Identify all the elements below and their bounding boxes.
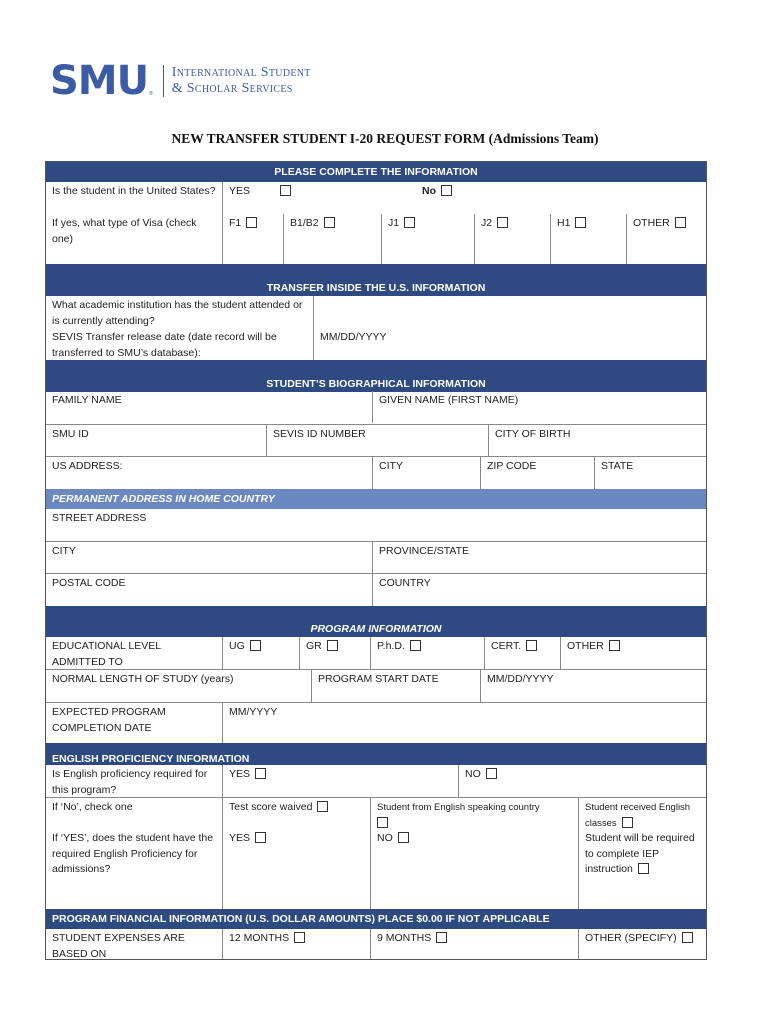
level-phd-checkbox[interactable] — [410, 640, 421, 651]
length-row — [46, 669, 706, 703]
program-header: PROGRAM INFORMATION — [46, 606, 706, 637]
start-date-field[interactable]: MM/DD/YYYY — [480, 670, 706, 703]
visa-b1b2-label: B1/B2 — [290, 217, 319, 229]
visa-row — [46, 214, 706, 264]
other-specify-label: OTHER (SPECIFY) — [585, 932, 677, 944]
logo-line-1: International Student — [171, 65, 311, 80]
waived-cell — [222, 798, 370, 830]
english-required-row — [46, 765, 706, 797]
months12-checkbox[interactable] — [294, 932, 305, 943]
street-address-field[interactable]: STREET ADDRESS — [52, 512, 147, 524]
given-name-field[interactable]: GIVEN NAME (FIRST NAME) — [372, 391, 706, 423]
visa-h1-label: H1 — [557, 217, 571, 229]
completion-row — [46, 702, 706, 744]
if-no-label: If ‘No’, check one — [52, 801, 133, 813]
release-label: SEVIS Transfer release date (date record will be transferred to SMU’s database): — [52, 331, 277, 359]
level-row — [46, 637, 706, 669]
if-yes-yes-checkbox[interactable] — [255, 832, 266, 843]
visa-other-cell — [626, 214, 706, 264]
info-header: PLEASE COMPLETE THE INFORMATION — [46, 162, 706, 182]
english-yes-label: YES — [229, 768, 251, 780]
logo-registered: ® — [149, 91, 153, 97]
completion-label: EXPECTED PROGRAM COMPLETION DATE — [52, 706, 166, 734]
speaking-country-cell — [370, 798, 578, 830]
visa-f1-checkbox[interactable] — [246, 217, 257, 228]
english-no-cell — [458, 765, 706, 797]
received-classes-cell — [578, 798, 706, 830]
zip-code-field[interactable]: ZIP CODE — [480, 457, 594, 490]
logo-line-2: & Scholar Services — [171, 81, 293, 96]
level-gr-cell — [299, 637, 370, 669]
speaking-country-label: Student from English speaking country — [377, 802, 540, 813]
visa-j2-label: J2 — [481, 217, 493, 229]
name-row — [46, 392, 706, 424]
institution-row — [46, 296, 706, 328]
institution-field[interactable] — [313, 296, 706, 328]
id-row — [46, 424, 706, 457]
expenses-row — [46, 929, 706, 959]
us-address-row — [46, 456, 706, 490]
logo-divider — [163, 65, 164, 97]
visa-f1-cell — [222, 214, 283, 264]
bio-header: STUDENT’S BIOGRAPHICAL INFORMATION — [46, 360, 706, 392]
street-row — [46, 509, 706, 541]
months12-label: 12 MONTHS — [229, 932, 290, 944]
other-specify-cell — [578, 929, 706, 959]
visa-b1b2-checkbox[interactable] — [324, 217, 335, 228]
visa-h1-checkbox[interactable] — [575, 217, 586, 228]
in-us-row — [46, 182, 706, 214]
waived-label: Test score waived — [229, 801, 313, 813]
logo-mark: SMU — [50, 58, 149, 104]
level-cert-label: CERT. — [491, 640, 522, 652]
in-us-no-checkbox[interactable] — [441, 185, 452, 196]
in-us-no-label: No — [422, 185, 436, 197]
perm-city-field[interactable]: CITY — [52, 545, 76, 557]
if-no-row — [46, 797, 706, 830]
if-yes-no-checkbox[interactable] — [398, 832, 409, 843]
request-form — [45, 161, 707, 960]
city-of-birth-field[interactable]: CITY OF BIRTH — [488, 425, 706, 457]
visa-other-checkbox[interactable] — [675, 217, 686, 228]
postal-row — [46, 573, 706, 607]
study-length-field[interactable]: NORMAL LENGTH OF STUDY (years) — [52, 673, 234, 685]
visa-j2-cell — [474, 214, 550, 264]
months12-cell — [222, 929, 370, 959]
level-cert-cell — [484, 637, 560, 669]
in-us-label: Is the student in the United States? — [52, 185, 216, 197]
visa-f1-label: F1 — [229, 217, 242, 229]
other-specify-checkbox[interactable] — [682, 932, 693, 943]
smu-logo — [50, 58, 311, 104]
in-us-no-cell — [406, 182, 706, 214]
visa-b1b2-cell — [283, 214, 381, 264]
state-field[interactable]: STATE — [594, 457, 706, 490]
english-header: ENGLISH PROFICIENCY INFORMATION — [46, 743, 706, 765]
province-field[interactable]: PROVINCE/STATE — [372, 542, 706, 574]
smu-id-field[interactable]: SMU ID — [52, 428, 89, 440]
english-yes-checkbox[interactable] — [255, 768, 266, 779]
level-cert-checkbox[interactable] — [526, 640, 537, 651]
level-label: EDUCATIONAL LEVEL ADMITTED TO — [52, 640, 161, 668]
start-date-label: PROGRAM START DATE — [311, 670, 480, 703]
sevis-id-field[interactable]: SEVIS ID NUMBER — [266, 425, 488, 457]
english-no-label: NO — [465, 768, 481, 780]
level-other-checkbox[interactable] — [609, 640, 620, 651]
level-other-cell — [560, 637, 706, 669]
us-address-field[interactable]: US ADDRESS: — [52, 460, 123, 472]
in-us-yes-label: YES — [229, 185, 251, 197]
english-no-checkbox[interactable] — [486, 768, 497, 779]
waived-checkbox[interactable] — [317, 801, 328, 812]
postal-code-field[interactable]: POSTAL CODE — [52, 577, 126, 589]
months9-checkbox[interactable] — [436, 932, 447, 943]
level-ug-cell — [222, 637, 299, 669]
if-yes-yes-cell — [222, 829, 370, 909]
level-gr-label: GR — [306, 640, 322, 652]
if-yes-no-label: NO — [377, 832, 393, 844]
visa-j1-label: J1 — [388, 217, 400, 229]
release-date-field[interactable]: MM/DD/YYYY — [313, 328, 706, 360]
in-us-yes-checkbox[interactable] — [280, 185, 291, 196]
form-title: NEW TRANSFER STUDENT I-20 REQUEST FORM (Admissions Team) — [171, 131, 599, 146]
visa-j1-cell — [381, 214, 474, 264]
visa-j1-checkbox[interactable] — [404, 217, 415, 228]
level-ug-label: UG — [229, 640, 245, 652]
iep-label: Student will be required to complete IEP instruction — [585, 832, 695, 875]
permanent-header: PERMANENT ADDRESS IN HOME COUNTRY — [46, 489, 706, 509]
family-name-field[interactable]: FAMILY NAME — [52, 394, 122, 406]
visa-other-label: OTHER — [633, 217, 670, 229]
completion-date-field[interactable]: MM/YYYY — [222, 703, 706, 744]
months9-label: 9 MONTHS — [377, 932, 432, 944]
in-us-yes-cell — [222, 182, 406, 214]
if-yes-yes-label: YES — [229, 832, 251, 844]
transfer-header: TRANSFER INSIDE THE U.S. INFORMATION — [46, 264, 706, 296]
english-required-label: Is English proficiency required for this program? — [52, 768, 208, 796]
english-yes-cell — [222, 765, 458, 797]
level-ug-checkbox[interactable] — [250, 640, 261, 651]
logo-text — [172, 65, 311, 97]
speaking-country-checkbox[interactable] — [377, 817, 388, 828]
expenses-label: STUDENT EXPENSES ARE BASED ON — [52, 932, 185, 960]
release-row — [46, 328, 706, 360]
iep-checkbox[interactable] — [638, 863, 649, 874]
visa-h1-cell — [550, 214, 626, 264]
if-yes-label: If ‘YES’, does the student have the required English Proficiency for admissions? — [52, 832, 214, 875]
received-classes-label: Student received English classes — [585, 802, 691, 829]
iep-cell — [578, 829, 706, 909]
us-city-field[interactable]: CITY — [372, 457, 480, 490]
perm-city-row — [46, 541, 706, 574]
visa-j2-checkbox[interactable] — [497, 217, 508, 228]
level-phd-cell — [370, 637, 484, 669]
financial-header: PROGRAM FINANCIAL INFORMATION (U.S. DOLLAR AMOUNTS) PLACE $0.00 IF NOT APPLICABLE — [46, 909, 706, 929]
months9-cell — [370, 929, 578, 959]
received-classes-checkbox[interactable] — [622, 817, 633, 828]
level-other-label: OTHER — [567, 640, 604, 652]
level-phd-label: P.h.D. — [377, 640, 405, 652]
level-gr-checkbox[interactable] — [327, 640, 338, 651]
country-field[interactable]: COUNTRY — [372, 574, 706, 607]
institution-label: What academic institution has the student attended or is currently attending? — [52, 299, 303, 327]
if-yes-row — [46, 829, 706, 909]
if-yes-no-cell — [370, 829, 578, 909]
visa-label: If yes, what type of Visa (check one) — [52, 217, 197, 245]
